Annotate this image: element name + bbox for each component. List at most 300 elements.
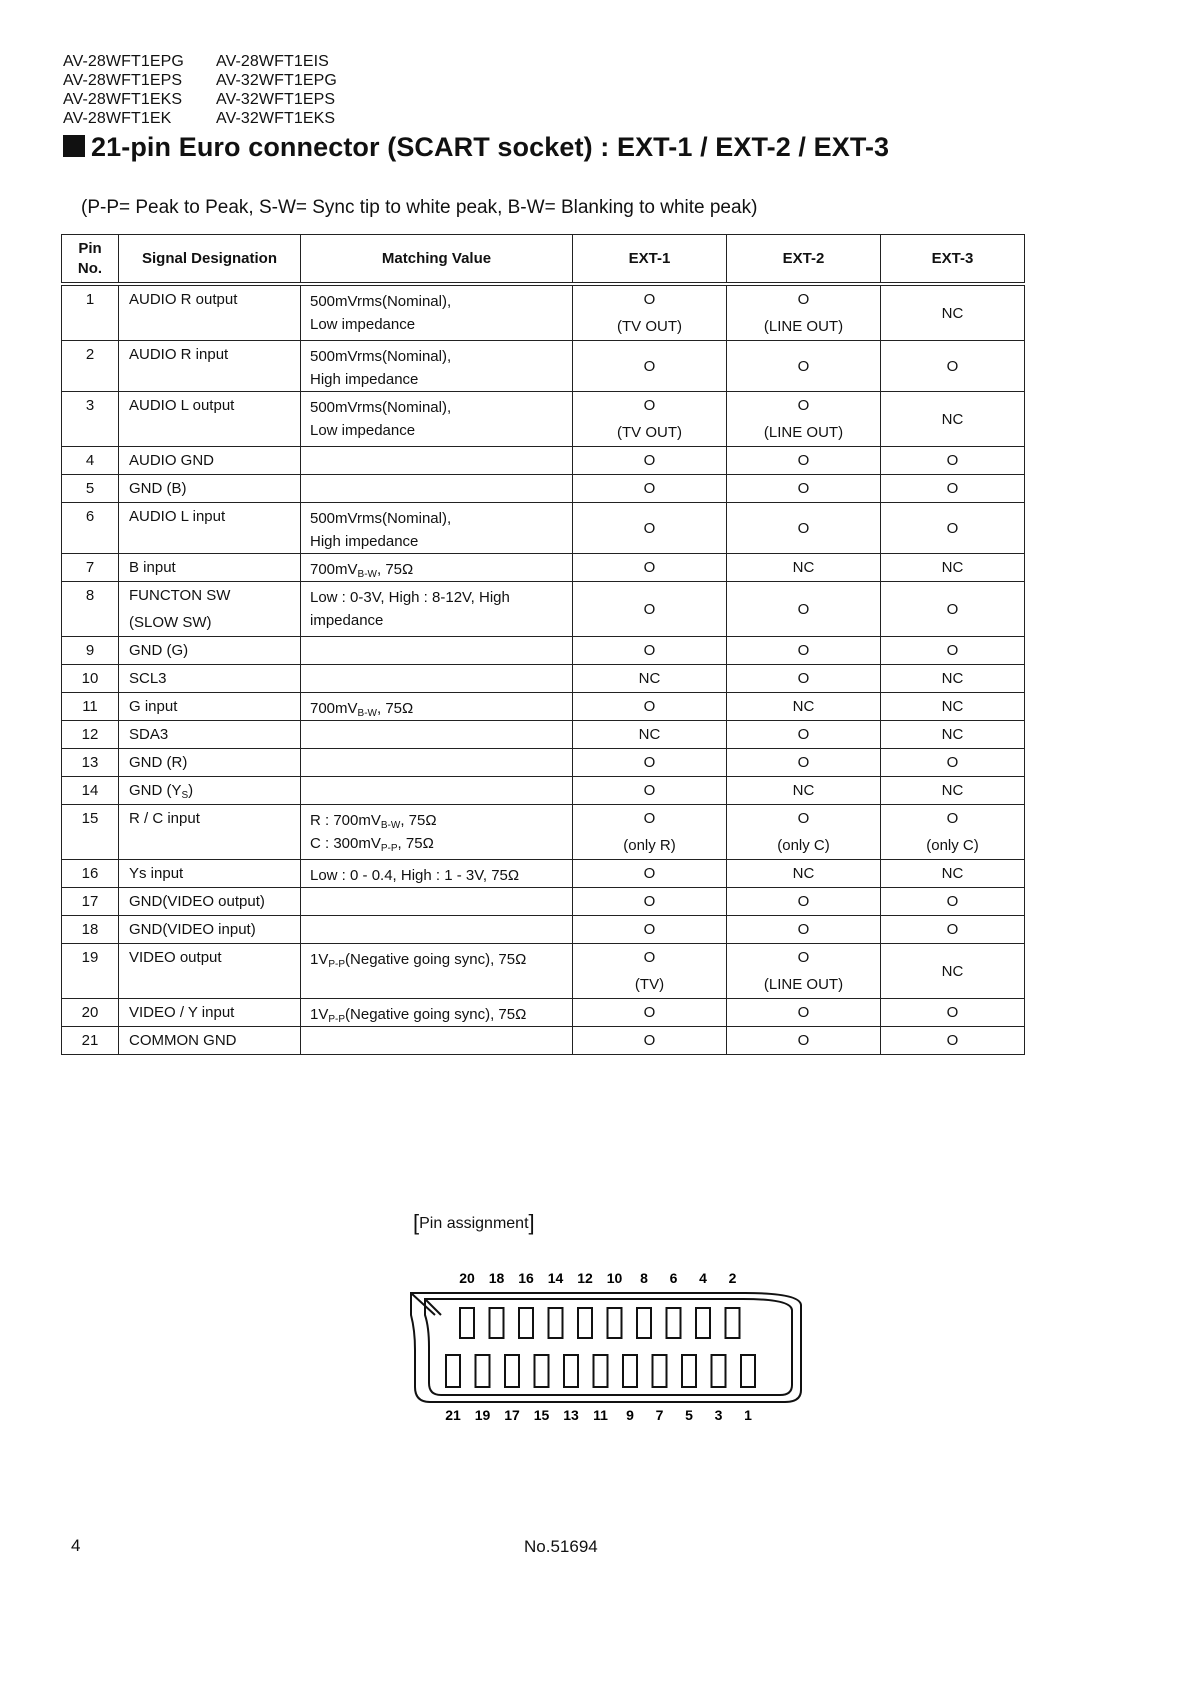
connection-note: (only C) [926, 837, 979, 854]
matching-value-cell [301, 341, 573, 392]
matching-value-cell [301, 944, 573, 999]
connection-mark: O [797, 893, 810, 910]
pin-socket [578, 1308, 592, 1338]
matching-value-text: High impedance [310, 533, 419, 550]
matching-value-text: Low : 0-3V, High : 8-12V, High [310, 589, 510, 606]
signal-text: SCL3 [129, 670, 167, 687]
signal-cell [119, 721, 301, 749]
ext1-cell [573, 637, 727, 665]
ext1-cell [573, 284, 727, 341]
connection-note: (TV OUT) [617, 424, 682, 441]
header-ext3: EXT-3 [881, 235, 1025, 285]
top-pin-labels [459, 1270, 736, 1286]
signal-cell [119, 1027, 301, 1055]
connection-mark: O [643, 559, 656, 576]
signal-cell [119, 888, 301, 916]
signal-text: GND (B) [129, 480, 187, 497]
connection-mark: NC [941, 782, 964, 799]
signal-text: AUDIO L input [129, 508, 226, 525]
connection-mark: O [946, 1032, 959, 1049]
pin-number-cell: 21 [62, 1027, 119, 1055]
connection-mark: O [643, 519, 656, 537]
ext1-cell [573, 749, 727, 777]
model-code: AV-32WFT1EPS [216, 91, 336, 108]
matching-value-text: 500mVrms(Nominal), [310, 293, 452, 310]
bracket-close: ] [528, 1210, 535, 1235]
ext2-cell [727, 944, 881, 999]
pin-number-cell: 20 [62, 999, 119, 1027]
connection-mark: O [946, 357, 959, 375]
pin-label: 15 [533, 1407, 550, 1423]
model-code: AV-28WFT1EPS [63, 72, 183, 89]
connection-mark: O [797, 600, 810, 618]
table-row [62, 475, 1025, 503]
matching-value-cell [301, 860, 573, 888]
pin-label: 7 [655, 1407, 664, 1423]
pin-socket [549, 1308, 563, 1338]
connection-mark: O [946, 452, 959, 469]
table-row [62, 1027, 1025, 1055]
pin-number-cell: 3 [62, 392, 119, 447]
ext3-cell [881, 554, 1025, 582]
pin-number-cell: 10 [62, 665, 119, 693]
matching-value-text: $1V_{P-P}(Negative$ going sync), 75Ω [310, 951, 527, 970]
table-row [62, 341, 1025, 392]
matching-value-cell [301, 749, 573, 777]
pin-socket [476, 1355, 490, 1387]
matching-value-cell [301, 554, 573, 582]
connection-mark: O [643, 357, 656, 375]
pin-number-cell: 6 [62, 503, 119, 554]
connection-mark: NC [792, 865, 815, 882]
connection-mark: NC [941, 304, 964, 322]
connection-mark: NC [792, 559, 815, 576]
signal-text: GND (R) [129, 754, 188, 771]
ext1-cell [573, 888, 727, 916]
connection-mark: O [797, 949, 810, 966]
ext3-cell [881, 944, 1025, 999]
matching-value-text: 500mVrms(Nominal), [310, 399, 452, 416]
signal-text: FUNCTON SW [129, 587, 231, 604]
connection-mark: O [643, 1032, 656, 1049]
connection-mark: NC [941, 726, 964, 743]
table-row [62, 721, 1025, 749]
ext2-cell [727, 749, 881, 777]
pin-number-cell: 15 [62, 805, 119, 860]
table-row [62, 999, 1025, 1027]
pin-number-cell: 14 [62, 777, 119, 805]
ext2-cell [727, 805, 881, 860]
signal-cell [119, 693, 301, 721]
ext1-cell [573, 447, 727, 475]
ext2-cell [727, 999, 881, 1027]
pin-label: 4 [699, 1270, 707, 1286]
connection-mark: NC [941, 865, 964, 882]
connection-mark: O [643, 810, 656, 827]
ext2-cell [727, 777, 881, 805]
matching-value-cell [301, 777, 573, 805]
connection-mark: O [797, 726, 810, 743]
matching-value-text: 500mVrms(Nominal), [310, 348, 452, 365]
ext1-cell [573, 554, 727, 582]
bracket-open: [ [413, 1210, 420, 1235]
matching-value-text: $700mV_{B-W}$, 75Ω [310, 700, 414, 719]
pin-label: 20 [459, 1270, 475, 1286]
pin-label: 13 [563, 1407, 579, 1423]
pin-socket [460, 1308, 474, 1338]
table-row [62, 944, 1025, 999]
ext3-cell [881, 341, 1025, 392]
signal-text: B input [129, 559, 176, 576]
signal-text: Ys input [129, 865, 184, 882]
pin-label: 1 [744, 1407, 752, 1423]
signal-text: VIDEO output [129, 949, 222, 966]
ext2-cell [727, 503, 881, 554]
connection-mark: O [643, 642, 656, 659]
connection-note: (TV) [634, 976, 665, 993]
connection-mark: NC [941, 698, 964, 715]
matching-value-cell [301, 582, 573, 637]
pin-label: 16 [518, 1270, 534, 1286]
ext2-cell [727, 1027, 881, 1055]
page-title [63, 132, 889, 163]
connection-mark: O [797, 519, 810, 537]
ext3-cell [881, 637, 1025, 665]
ext2-cell [727, 447, 881, 475]
pin-socket [608, 1308, 622, 1338]
ext2-cell [727, 475, 881, 503]
connection-mark: NC [792, 698, 815, 715]
signal-text: COMMON GND [129, 1032, 237, 1049]
pin-label: 12 [577, 1270, 593, 1286]
matching-value-text: High impedance [310, 371, 419, 388]
connection-mark: O [797, 670, 810, 687]
pin-label: 14 [547, 1270, 564, 1286]
model-list [63, 52, 366, 128]
table-header-row [62, 235, 1025, 285]
signal-text: AUDIO R output [129, 291, 238, 308]
pin-socket [696, 1308, 710, 1338]
matching-value-cell [301, 916, 573, 944]
pin-number-cell: 9 [62, 637, 119, 665]
model-code: AV-28WFT1EPG [63, 53, 184, 70]
signal-cell [119, 860, 301, 888]
header-matching: Matching Value [301, 235, 573, 285]
connection-note: (LINE OUT) [763, 318, 844, 335]
pin-number-cell: 5 [62, 475, 119, 503]
connection-mark: O [946, 921, 959, 938]
signal-text: AUDIO R input [129, 346, 229, 363]
pin-socket [637, 1308, 651, 1338]
matching-value-text: impedance [310, 612, 384, 629]
connection-mark: O [797, 291, 810, 308]
signal-text: VIDEO / Y input [129, 1004, 235, 1021]
matching-value-cell [301, 284, 573, 341]
table-row [62, 447, 1025, 475]
connection-mark: O [797, 1004, 810, 1021]
connection-mark: O [946, 810, 959, 827]
matching-value-cell [301, 888, 573, 916]
ext1-cell [573, 777, 727, 805]
connection-mark: NC [638, 726, 661, 743]
pin-label: 9 [626, 1407, 634, 1423]
ext1-cell [573, 582, 727, 637]
signal-cell [119, 999, 301, 1027]
matching-value-text: Low impedance [310, 316, 416, 333]
table-row [62, 916, 1025, 944]
pin-socket [446, 1355, 460, 1387]
signal-text: GND(VIDEO output) [129, 893, 265, 910]
connection-mark: O [797, 480, 810, 497]
ext2-cell [727, 637, 881, 665]
pin-socket [535, 1355, 549, 1387]
ext1-cell [573, 392, 727, 447]
ext3-cell [881, 693, 1025, 721]
connection-mark: O [797, 1032, 810, 1049]
pin-number-cell: 19 [62, 944, 119, 999]
connection-mark: NC [941, 410, 964, 428]
connection-mark: O [946, 600, 959, 618]
signal-text: GND (G) [129, 642, 189, 659]
ext1-cell [573, 503, 727, 554]
signal-cell [119, 805, 301, 860]
pin-label: 19 [474, 1407, 491, 1423]
connection-mark: NC [792, 782, 815, 799]
ext1-cell [573, 1027, 727, 1055]
signal-cell [119, 637, 301, 665]
signal-cell [119, 916, 301, 944]
pin-number-cell: 17 [62, 888, 119, 916]
pin-assignment-label: Pin assignment [419, 1215, 529, 1232]
signal-text: R / C input [129, 810, 200, 827]
ext3-cell [881, 805, 1025, 860]
signal-cell [119, 284, 301, 341]
ext1-cell [573, 693, 727, 721]
connection-note: (TV OUT) [617, 318, 682, 335]
document-number: No.51694 [524, 1537, 598, 1556]
pin-label: 17 [504, 1407, 520, 1423]
header-pin-line2: No. [77, 259, 103, 277]
connection-mark: O [797, 921, 810, 938]
table-row [62, 888, 1025, 916]
connection-mark: O [643, 698, 656, 715]
ext1-cell [573, 805, 727, 860]
header-pin-line1: Pin [78, 239, 102, 257]
ext1-cell [573, 860, 727, 888]
connection-mark: NC [638, 670, 661, 687]
pin-label: 2 [728, 1270, 737, 1286]
ext3-cell [881, 475, 1025, 503]
header-signal: Signal Designation [119, 235, 301, 285]
pin-socket [741, 1355, 755, 1387]
connection-mark: O [946, 1004, 959, 1021]
signal-text: SDA3 [129, 726, 169, 743]
ext2-cell [727, 693, 881, 721]
matching-value-text: Low impedance [310, 422, 416, 439]
ext3-cell [881, 447, 1025, 475]
ext3-cell [881, 1027, 1025, 1055]
table-row [62, 805, 1025, 860]
pin-number-cell: 12 [62, 721, 119, 749]
signal-cell [119, 392, 301, 447]
pin-label: 8 [640, 1270, 648, 1286]
pin-number-cell: 16 [62, 860, 119, 888]
connection-note: (LINE OUT) [763, 424, 844, 441]
bottom-pin-row [446, 1355, 755, 1387]
pin-assignment-caption [413, 1210, 535, 1236]
signal-text: (SLOW SW) [129, 614, 212, 631]
model-code: AV-28WFT1EKS [63, 91, 183, 108]
ext3-cell [881, 888, 1025, 916]
ext2-cell [727, 392, 881, 447]
connection-mark: O [643, 600, 656, 618]
signal-cell [119, 475, 301, 503]
matching-value-text: Low : 0 - 0.4, High : 1 - 3V, 75Ω [310, 867, 520, 884]
connection-mark: O [797, 357, 810, 375]
connection-mark: O [797, 397, 810, 414]
connection-note: (LINE OUT) [763, 976, 844, 993]
pin-label: 6 [669, 1270, 678, 1286]
connection-note: (only R) [623, 837, 676, 854]
pin-number-cell: 18 [62, 916, 119, 944]
pin-socket [490, 1308, 504, 1338]
matching-value-cell [301, 447, 573, 475]
table-row [62, 777, 1025, 805]
ext2-cell [727, 916, 881, 944]
ext3-cell [881, 392, 1025, 447]
connection-mark: NC [941, 670, 964, 687]
pin-label: 3 [714, 1407, 723, 1423]
pin-label: 21 [445, 1407, 461, 1423]
ext1-cell [573, 916, 727, 944]
header-pin-no [62, 235, 119, 285]
table-row [62, 284, 1025, 341]
pin-label: 10 [606, 1270, 623, 1286]
signal-text: GND $(Y_S)$ [129, 782, 194, 801]
matching-value-text: C : $300mV_{P-P}$, 75Ω [310, 835, 434, 854]
connection-mark: O [643, 782, 656, 799]
scart-connector-diagram [405, 1255, 805, 1425]
pin-label: 11 [593, 1407, 608, 1423]
matching-value-text: $700mV_{B-W}$, 75Ω [310, 561, 414, 580]
ext3-cell [881, 999, 1025, 1027]
ext2-cell [727, 341, 881, 392]
ext3-cell [881, 916, 1025, 944]
connection-mark: O [946, 480, 959, 497]
connection-mark: O [797, 452, 810, 469]
ext2-cell [727, 284, 881, 341]
table-row [62, 860, 1025, 888]
matching-value-text: 500mVrms(Nominal), [310, 510, 452, 527]
ext2-cell [727, 554, 881, 582]
ext1-cell [573, 665, 727, 693]
ext2-cell [727, 721, 881, 749]
table-row [62, 392, 1025, 447]
ext2-cell [727, 860, 881, 888]
signal-cell [119, 749, 301, 777]
connection-mark: O [946, 754, 959, 771]
header-ext1: EXT-1 [573, 235, 727, 285]
connection-mark: O [643, 865, 656, 882]
ext1-cell [573, 999, 727, 1027]
model-code: AV-28WFT1EIS [216, 53, 329, 70]
table-row [62, 693, 1025, 721]
connection-mark: O [946, 519, 959, 537]
connection-mark: NC [941, 559, 964, 576]
signal-cell [119, 582, 301, 637]
connection-mark: O [643, 921, 656, 938]
pin-number-cell: 7 [62, 554, 119, 582]
pin-socket [712, 1355, 726, 1387]
signal-cell [119, 777, 301, 805]
pin-number-cell: 4 [62, 447, 119, 475]
connection-mark: O [946, 893, 959, 910]
model-code: AV-32WFT1EKS [216, 110, 336, 127]
signal-text: GND(VIDEO input) [129, 921, 256, 938]
pin-number-cell: 2 [62, 341, 119, 392]
square-bullet-icon [63, 135, 85, 157]
signal-cell [119, 665, 301, 693]
model-code: AV-28WFT1EK [63, 110, 172, 127]
matching-value-cell [301, 637, 573, 665]
matching-value-cell [301, 805, 573, 860]
pin-number-cell: 11 [62, 693, 119, 721]
ext1-cell [573, 721, 727, 749]
matching-value-cell [301, 1027, 573, 1055]
table-row [62, 637, 1025, 665]
connection-mark: O [643, 893, 656, 910]
ext3-cell [881, 860, 1025, 888]
ext3-cell [881, 582, 1025, 637]
ext2-cell [727, 665, 881, 693]
connection-mark: O [643, 1004, 656, 1021]
pin-socket [667, 1308, 681, 1338]
pin-number-cell: 8 [62, 582, 119, 637]
connection-mark: O [797, 754, 810, 771]
signal-cell [119, 554, 301, 582]
table-row [62, 665, 1025, 693]
pin-socket [519, 1308, 533, 1338]
header-ext2: EXT-2 [727, 235, 881, 285]
table-row [62, 503, 1025, 554]
connection-mark: O [643, 397, 656, 414]
connection-mark: O [643, 452, 656, 469]
model-code: AV-32WFT1EPG [216, 72, 337, 89]
pin-number-cell: 1 [62, 284, 119, 341]
title-text: 21-pin Euro connector (SCART socket) : EXT-1 / EXT-2 / EXT-3 [91, 132, 890, 162]
signal-text: AUDIO L output [129, 397, 235, 414]
pin-socket [594, 1355, 608, 1387]
signal-cell [119, 341, 301, 392]
ext3-cell [881, 777, 1025, 805]
table-row [62, 749, 1025, 777]
ext3-cell [881, 284, 1025, 341]
table-body [62, 284, 1025, 1055]
table-row [62, 582, 1025, 637]
ext1-cell [573, 944, 727, 999]
matching-value-cell [301, 665, 573, 693]
connection-mark: NC [941, 962, 964, 980]
connection-mark: O [643, 754, 656, 771]
connection-mark: O [643, 291, 656, 308]
scart-pin-table [61, 234, 1025, 1055]
page-number: 4 [71, 1536, 81, 1555]
matching-value-cell [301, 721, 573, 749]
signal-cell [119, 944, 301, 999]
pin-socket [505, 1355, 519, 1387]
connection-mark: O [797, 810, 810, 827]
top-pin-row [460, 1308, 740, 1338]
